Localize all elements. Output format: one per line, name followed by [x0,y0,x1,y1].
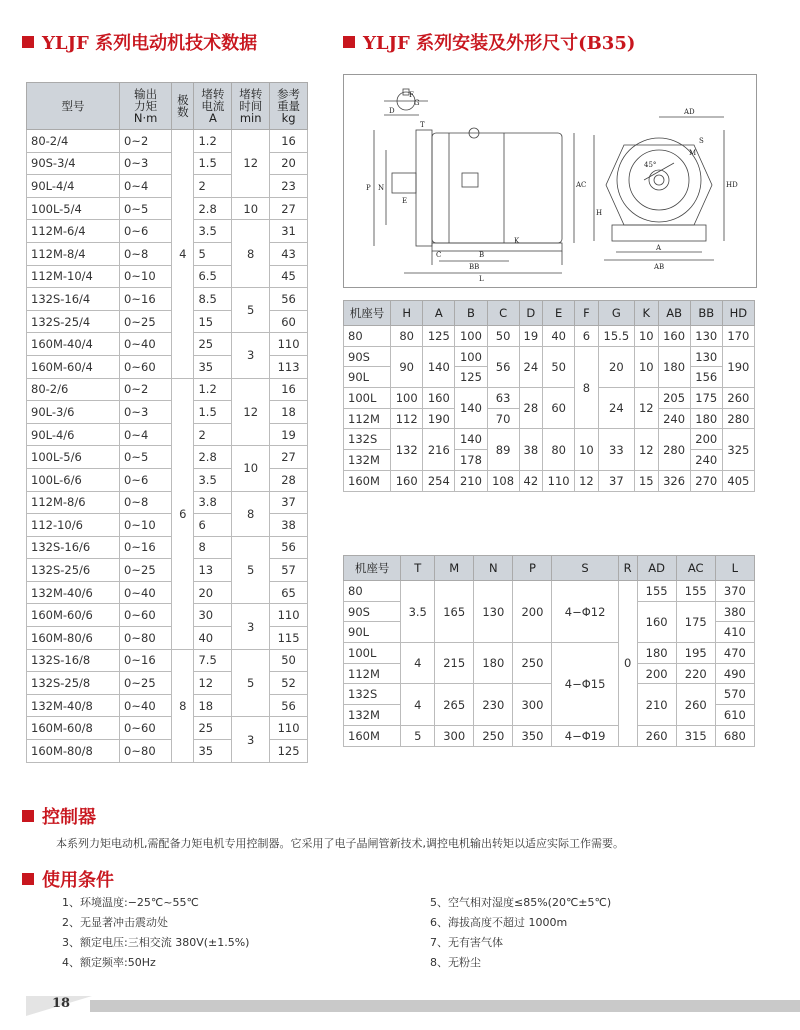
list-item: 1、环境温度:−25℃~55℃ [62,896,199,909]
motor-outline-drawing [343,74,757,288]
column-header: 机座号 [344,301,391,326]
table-row: 112M-10/4 0~10 6.5 45 [27,265,308,288]
column-header: AB [658,301,690,326]
column-header: B [455,301,487,326]
table-row: 90S-3/4 0~3 1.5 20 [27,152,308,175]
table-row: 132S-16/6 0~16 8 5 56 [27,536,308,559]
title-marker-icon [22,36,34,48]
label-f: F [409,91,414,99]
list-item: 8、无粉尘 [430,956,481,969]
label-b: B [479,251,485,259]
label-angle: 45° [644,161,657,169]
conditions-title: 使用条件 [22,866,114,892]
table-row: 90L-4/4 0~4 2 23 [27,175,308,198]
table-row: 160M-80/6 0~80 40 115 [27,627,308,650]
table-row: 132S 4 265 230 300 210 260 570 [344,684,755,705]
column-header: BB [690,301,722,326]
column-header: F [575,301,598,326]
table-row: 90L-3/6 0~3 1.5 18 [27,401,308,424]
table-row: 160M 5 300 250 350 4−Φ19 260 315 680 [344,725,755,746]
label-ad: AD [684,108,695,116]
column-header: P [513,556,552,581]
label-a: A [656,244,662,252]
table-row: 132S 132 216 140 89 38 80 10 33 12 280 200 325 [344,429,755,450]
column-header: G [598,301,635,326]
table-row: 80-2/6 0~2 6 1.2 12 16 [27,378,308,401]
label-l: L [479,275,484,283]
table-row: 80-2/4 0~2 4 1.2 12 16 [27,130,308,153]
label-h: H [596,209,603,217]
column-header: T [401,556,435,581]
label-d: D [389,107,395,115]
table-row: 132S-16/4 0~16 8.5 5 56 [27,288,308,311]
list-item: 3、额定电压:三相交流 380V(±1.5%) [62,936,250,949]
table-row: 132S-25/4 0~25 15 60 [27,310,308,333]
footer-bar [90,1000,800,1012]
label-p: P [366,184,371,192]
table-row: 112M-8/4 0~8 5 43 [27,242,308,265]
column-header: D [519,301,542,326]
motor-drawing-svg [344,75,756,287]
column-header: 堵转 时间 min [232,83,270,130]
column-header: 极 数 [172,83,194,130]
label-c: C [436,251,442,259]
column-header: AD [637,556,676,581]
tech-data-title: YLJF 系列电动机技术数据 [22,29,257,55]
label-bb: BB [469,263,480,271]
table-row: 132M 610 [344,705,755,726]
table-row: 160M-40/4 0~40 25 3 110 [27,333,308,356]
column-header: L [715,556,754,581]
column-header: N [474,556,513,581]
column-header: E [543,301,575,326]
controller-description: 本系列力矩电动机,需配备力矩电机专用控制器。它采用了电子晶闸管新技术,调控电机输出转矩以适应实际工作需要。 [56,837,624,850]
conditions-left-list [62,893,249,973]
column-header: C [487,301,519,326]
table-row: 160M-60/4 0~60 35 113 [27,355,308,378]
title-marker-icon [343,36,355,48]
column-header: A [423,301,455,326]
column-header: 堵转 电流 A [194,83,232,130]
table-row: 160M-60/6 0~60 30 3 110 [27,604,308,627]
table-row: 132S-25/8 0~25 12 52 [27,672,308,695]
table-row: 132S-25/6 0~25 13 57 [27,559,308,582]
label-k: K [514,237,520,245]
table-row: 132M-40/8 0~40 18 56 [27,694,308,717]
label-g: G [414,99,420,107]
table-row: 100L-5/6 0~5 2.8 10 27 [27,446,308,469]
dimension-table-2 [343,555,755,747]
column-header: K [635,301,658,326]
table-row: 90L 125 156 [344,367,755,388]
table-row: 90S 90 140 100 56 24 50 8 20 10 180 130 190 [344,346,755,367]
table-row: 132M 178 240 [344,450,755,471]
table-row: 132S-16/8 0~16 8 7.5 5 50 [27,649,308,672]
install-dims-title: YLJF 系列安装及外形尺寸(B35) [343,29,635,55]
table-row: 100L-6/6 0~6 3.5 28 [27,468,308,491]
table-row: 100L 4 215 180 250 4−Φ15 180 195 470 [344,643,755,664]
title-marker-icon [22,810,34,822]
column-header: 参考 重量 kg [270,83,308,130]
column-header: S [552,556,618,581]
column-header: HD [722,301,754,326]
column-header: 输出 力矩 N·m [120,83,172,130]
table-row: 160M-80/8 0~80 35 125 [27,740,308,763]
table-row: 80 80 125 100 50 19 40 6 15.5 10 160 130 170 [344,326,755,347]
column-header: H [391,301,423,326]
table-row: 112-10/6 0~10 6 38 [27,514,308,537]
label-e: E [402,197,408,205]
column-header: 机座号 [344,556,401,581]
table-row: 90S 160 175 380 [344,601,755,622]
list-item: 5、空气相对湿度≤85%(20℃±5℃) [430,896,612,909]
column-header: 型号 [27,83,120,130]
controller-title: 控制器 [22,803,96,829]
label-s: S [699,137,704,145]
list-item: 7、无有害气体 [430,936,503,949]
title-marker-icon [22,873,34,885]
list-item: 6、海拔高度不超过 1000m [430,916,568,929]
table-row: 80 3.5 165 130 200 4−Φ12 0 155 155 370 [344,581,755,602]
table-row: 112M-6/4 0~6 3.5 8 31 [27,220,308,243]
table-row: 112M 200 220 490 [344,663,755,684]
table-row: 100L-5/4 0~5 2.8 10 27 [27,197,308,220]
table-row: 112M 112 190 70 240 180 280 [344,408,755,429]
table-row: 132M-40/6 0~40 20 65 [27,581,308,604]
label-n: N [378,184,385,192]
table-row: 90L-4/6 0~4 2 19 [27,423,308,446]
label-ac: AC [576,181,587,189]
label-hd: HD [726,181,738,189]
table-row: 100L 100 160 140 63 28 60 24 12 205 175 260 [344,388,755,409]
label-ab: AB [654,263,665,271]
column-header: R [618,556,637,581]
table-row: 112M-8/6 0~8 3.8 8 37 [27,491,308,514]
table-row: 160M 160 254 210 108 42 110 12 37 15 326 270 405 [344,470,755,491]
label-t: T [420,121,425,129]
conditions-right-list [430,893,611,973]
column-header: AC [676,556,715,581]
table-row: 90L 410 [344,622,755,643]
tech-data-table [26,82,308,763]
list-item: 4、额定频率:50Hz [62,956,156,969]
column-header: M [435,556,474,581]
label-m: M [689,149,697,157]
dimension-table-1 [343,300,755,492]
list-item: 2、无显著冲击震动处 [62,916,168,929]
page-number: 18 [52,996,71,1011]
table-row: 160M-60/8 0~60 25 3 110 [27,717,308,740]
